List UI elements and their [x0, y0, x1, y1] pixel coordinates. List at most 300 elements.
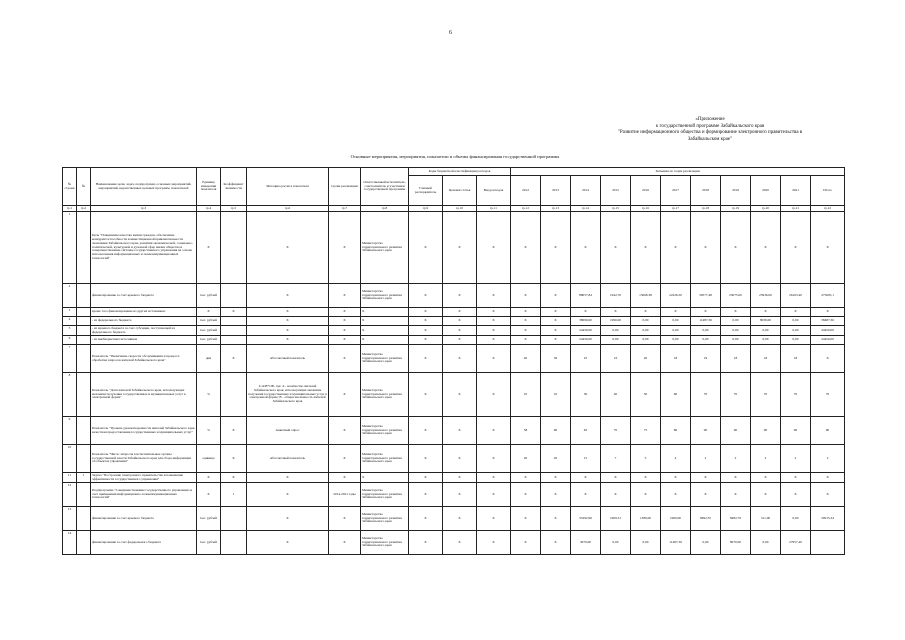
year-value-cell: Х: [511, 317, 541, 326]
code-expense-cell: Х: [477, 417, 511, 445]
executor-cell: Х: [361, 336, 409, 345]
table-row: [63, 373, 845, 417]
code-expense-cell: Х: [477, 373, 511, 417]
header-year: 2020: [751, 176, 781, 206]
header-code-expense: Вид расходов: [477, 176, 511, 206]
header-year: 2012: [511, 176, 541, 206]
year-value-cell: 0,00: [601, 336, 631, 345]
header-unit: Единица измерения показателя: [197, 168, 221, 206]
page-number: 6: [449, 30, 452, 36]
header-year: 2016: [631, 176, 661, 206]
executor-cell: Министерство территориального развития Забайкальского края: [361, 212, 409, 284]
row-number-cell: 11: [63, 473, 77, 483]
header-year: 2018: [691, 176, 721, 206]
method-cell: Абсолютный показатель: [247, 445, 329, 473]
year-value-cell: 40: [511, 345, 541, 373]
year-value-cell: 35292,99: [571, 507, 601, 531]
year-value-cell: 8482,79: [721, 507, 751, 531]
year-value-cell: 38090,00: [571, 317, 601, 326]
year-value-cell: Х: [661, 212, 691, 284]
year-value-cell: Х: [691, 212, 721, 284]
year-value-cell: Х: [721, 308, 751, 317]
year-value-cell: Х: [541, 336, 571, 345]
coefficient-cell: [221, 212, 247, 284]
year-value-cell: 24450,00: [571, 336, 601, 345]
name-cell: Цель "Повышение качества жизни граждан, обеспечение конкурентоспособности и инвестиционной привлекательности экономики Забайкальского края, развития экономической, социально-политической, культурной и духовной сфер жизни общества и совершенствование системы государственного управления на основе использования информационных и телекоммуникационных технологий": [91, 212, 197, 284]
year-value-cell: 0,00: [781, 336, 811, 345]
year-value-cell: 0,00: [661, 326, 691, 336]
executor-cell: Министерство территориального развития Забайкальского края: [361, 373, 409, 417]
unit-cell: Х: [197, 308, 221, 317]
header-coefficient: Коэффициент значимости: [221, 168, 247, 206]
year-value-cell: 25075,00: [721, 284, 751, 308]
total-value-cell: [811, 531, 845, 555]
year-value-cell: 311,00: [751, 507, 781, 531]
year-value-cell: 0,00: [601, 326, 631, 336]
coefficient-cell: [221, 317, 247, 326]
year-value-cell: Х: [751, 212, 781, 284]
executor-cell: Х: [361, 317, 409, 326]
year-value-cell: 60: [661, 373, 691, 417]
program-table: [62, 167, 845, 555]
year-value-cell: Х: [541, 212, 571, 284]
total-value-cell: Х: [811, 345, 845, 373]
year-value-cell: Х: [631, 212, 661, 284]
code-expense-cell: Х: [477, 326, 511, 336]
year-value-cell: 30577,48: [691, 284, 721, 308]
year-value-cell: Х: [751, 483, 781, 507]
year-value-cell: Х: [541, 507, 571, 531]
term-cell: Х: [329, 326, 361, 336]
year-value-cell: Х: [781, 483, 811, 507]
executor-cell: Х: [361, 326, 409, 336]
name-cell: Показатель "Число запросов в исполнительные органы государственной власти Забайкальского края для сбора информации об объектах управления": [91, 445, 197, 473]
column-number: гр.2: [77, 206, 91, 212]
year-value-cell: 0,00: [631, 531, 661, 555]
executor-cell: Министерство территориального развития Забайкальского края: [361, 284, 409, 308]
year-value-cell: 20: [511, 445, 541, 473]
name-cell: финансирование за счет краевого бюджета: [91, 507, 197, 531]
term-cell: Х: [329, 212, 361, 284]
code-target-cell: Х: [443, 308, 477, 317]
name-cell: - из краевого бюджета за счет субсидии, поступающей из федерального бюджета: [91, 326, 197, 336]
year-value-cell: Х: [511, 336, 541, 345]
code-target-cell: Х: [443, 336, 477, 345]
code-grbs-cell: Х: [409, 373, 443, 417]
item-number-cell: [77, 317, 91, 326]
year-value-cell: 18: [661, 345, 691, 373]
header-year: 2019: [721, 176, 751, 206]
header-year: 2017: [661, 176, 691, 206]
item-number-cell: [77, 483, 91, 507]
column-number: гр.6: [247, 206, 329, 212]
executor-cell: Министерство территориального развития Забайкальского края: [361, 445, 409, 473]
row-number-cell: 8: [63, 373, 77, 417]
column-number: гр.19: [721, 206, 751, 212]
year-value-cell: 0,00: [661, 317, 691, 326]
year-value-cell: 11487,36: [661, 531, 691, 555]
year-value-cell: Х: [511, 308, 541, 317]
code-target-cell: Х: [443, 445, 477, 473]
header-codes-group: Коды бюджетной классификации расходов: [409, 168, 511, 176]
coefficient-cell: Х: [221, 345, 247, 373]
coefficient-cell: Х: [221, 445, 247, 473]
year-value-cell: 70: [781, 373, 811, 417]
executor-cell: Министерство территориального развития Забайкальского края: [361, 507, 409, 531]
code-target-cell: Х: [443, 507, 477, 531]
coefficient-cell: 1: [221, 483, 247, 507]
year-value-cell: Х: [541, 483, 571, 507]
table-row: [63, 326, 845, 336]
table-row: [63, 445, 845, 473]
column-number: гр.5: [221, 206, 247, 212]
year-value-cell: 1942,70: [601, 284, 631, 308]
year-value-cell: 0,00: [781, 317, 811, 326]
column-number: гр.8: [361, 206, 409, 212]
year-value-cell: 0,00: [601, 531, 631, 555]
table-row: [63, 531, 845, 555]
year-value-cell: 0,00: [631, 326, 661, 336]
unit-cell: Х: [197, 212, 221, 284]
column-number: гр.14: [571, 206, 601, 212]
column-number: гр.10: [443, 206, 477, 212]
year-value-cell: 0,00: [631, 317, 661, 326]
code-grbs-cell: Х: [409, 417, 443, 445]
method-cell: Х: [247, 473, 329, 483]
year-value-cell: 0,00: [631, 336, 661, 345]
year-value-cell: 0,00: [691, 336, 721, 345]
unit-cell: тыс. рублей: [197, 507, 221, 531]
code-grbs-cell: Х: [409, 445, 443, 473]
header-method: Методика расчета показателя: [247, 168, 329, 206]
year-value-cell: 88057,84: [571, 284, 601, 308]
code-target-cell: Х: [443, 284, 477, 308]
column-number: гр.11: [477, 206, 511, 212]
executor-cell: Министерство территориального развития Забайкальского края: [361, 531, 409, 555]
executor-cell: Х: [361, 473, 409, 483]
code-grbs-cell: Х: [409, 212, 443, 284]
year-value-cell: 2: [781, 445, 811, 473]
table-body: [63, 212, 845, 555]
unit-cell: тыс. рублей: [197, 317, 221, 326]
year-value-cell: 0,00: [721, 317, 751, 326]
year-value-cell: 0,00: [661, 336, 691, 345]
code-expense-cell: Х: [477, 284, 511, 308]
code-target-cell: Х: [443, 212, 477, 284]
term-cell: Х: [329, 345, 361, 373]
year-value-cell: 80: [661, 417, 691, 445]
term-cell: Х: [329, 308, 361, 317]
header-row-number: № строки: [63, 168, 77, 206]
code-expense-cell: Х: [477, 336, 511, 345]
column-number: гр.1: [63, 206, 77, 212]
item-number-cell: 1: [77, 473, 91, 483]
method-cell: Х: [247, 284, 329, 308]
code-target-cell: Х: [443, 473, 477, 483]
code-target-cell: Х: [443, 373, 477, 417]
year-value-cell: Х: [541, 308, 571, 317]
item-number-cell: [77, 531, 91, 555]
year-value-cell: 18: [721, 345, 751, 373]
code-grbs-cell: Х: [409, 473, 443, 483]
header-year: 2015: [601, 176, 631, 206]
row-number-cell: 10: [63, 445, 77, 473]
year-value-cell: 24450,00: [571, 326, 601, 336]
name-cell: Показатель "Доля жителей Забайкальского края, использующих механизм получения государственных и муниципальных услуг в электронной форме": [91, 373, 197, 417]
name-cell: Показатель "Увеличение скорости обслуживания и процесса обработки запросов жителей Забайкальского края": [91, 345, 197, 373]
year-value-cell: 40: [601, 373, 631, 417]
header-term: Сроки реализации: [329, 168, 361, 206]
term-cell: Х: [329, 336, 361, 345]
year-value-cell: 3070,00: [571, 531, 601, 555]
item-number-cell: [77, 373, 91, 417]
code-expense-cell: Х: [477, 507, 511, 531]
year-value-cell: 30: [571, 373, 601, 417]
term-cell: Х: [329, 417, 361, 445]
year-value-cell: Х: [691, 483, 721, 507]
coefficient-cell: [221, 531, 247, 555]
year-value-cell: 5: [631, 445, 661, 473]
year-value-cell: Х: [661, 483, 691, 507]
code-expense-cell: Х: [477, 308, 511, 317]
executor-cell: Министерство территориального развития Забайкальского края: [361, 345, 409, 373]
year-value-cell: Х: [781, 308, 811, 317]
year-value-cell: 1090,00: [601, 317, 631, 326]
name-cell: кроме того финансирование из других источников:: [91, 308, 197, 317]
year-value-cell: Х: [541, 326, 571, 336]
table-row: [63, 308, 845, 317]
year-value-cell: 0,00: [721, 336, 751, 345]
year-value-cell: 8070,00: [721, 531, 751, 555]
name-cell: - из внебюджетных источников: [91, 336, 197, 345]
method-cell: Х: [247, 336, 329, 345]
year-value-cell: 9692,35: [691, 507, 721, 531]
code-grbs-cell: Х: [409, 507, 443, 531]
code-grbs-cell: Х: [409, 317, 443, 326]
year-value-cell: Х: [751, 308, 781, 317]
unit-cell: единица: [197, 445, 221, 473]
item-number-cell: [77, 326, 91, 336]
appendix-line-3: "Развитие информационного общества и формирование электронного правительства в: [617, 130, 803, 135]
column-number: гр.3: [91, 206, 197, 212]
year-value-cell: 15066,38: [631, 284, 661, 308]
header-code-grbs: Главный распорядитель: [409, 176, 443, 206]
unit-cell: тыс. рублей: [197, 336, 221, 345]
year-value-cell: 90: [781, 417, 811, 445]
row-number-cell: 13: [63, 507, 77, 531]
row-number-cell: 2: [63, 284, 77, 308]
year-value-cell: 10: [541, 373, 571, 417]
code-target-cell: Х: [443, 417, 477, 445]
year-value-cell: Х: [601, 308, 631, 317]
year-value-cell: 90: [721, 417, 751, 445]
code-grbs-cell: Х: [409, 531, 443, 555]
year-value-cell: Х: [571, 212, 601, 284]
appendix-line-2: к государственной программе Забайкальского края: [655, 123, 765, 129]
year-value-cell: Х: [601, 473, 631, 483]
table-row: [63, 473, 845, 483]
code-expense-cell: Х: [477, 345, 511, 373]
header-total: Итого: [811, 176, 845, 206]
code-grbs-cell: Х: [409, 483, 443, 507]
item-number-cell: [77, 345, 91, 373]
year-value-cell: 30: [541, 345, 571, 373]
term-cell: Х: [329, 373, 361, 417]
code-target-cell: Х: [443, 345, 477, 373]
total-value-cell: 70: [811, 373, 845, 417]
year-value-cell: Х: [781, 212, 811, 284]
code-expense-cell: Х: [477, 473, 511, 483]
year-value-cell: Х: [511, 483, 541, 507]
year-value-cell: Х: [511, 212, 541, 284]
method-cell: Х: [247, 326, 329, 336]
total-value-cell: Х: [811, 473, 845, 483]
year-value-cell: 0,00: [691, 531, 721, 555]
unit-cell: Х: [197, 473, 221, 483]
year-value-cell: Х: [751, 473, 781, 483]
year-value-cell: Х: [721, 473, 751, 483]
unit-cell: %: [197, 417, 221, 445]
name-cell: - из федерального бюджета: [91, 317, 197, 326]
column-number: гр.17: [661, 206, 691, 212]
total-value-cell: Х: [811, 212, 845, 284]
table-row: [63, 336, 845, 345]
appendix-line-4: Забайкальском крае": [687, 136, 733, 142]
table-row: [63, 345, 845, 373]
method-cell: Абсолютный показатель: [247, 345, 329, 373]
executor-cell: Х: [361, 308, 409, 317]
year-value-cell: 18: [781, 345, 811, 373]
item-number-cell: [77, 212, 91, 284]
year-value-cell: 7: [601, 445, 631, 473]
year-value-cell: 0,00: [691, 326, 721, 336]
year-value-cell: 75: [631, 417, 661, 445]
year-value-cell: Х: [571, 473, 601, 483]
name-cell: Подпрограмма "Совершенствование государственного управления за счет применения информационно-телекоммуникационных технологий": [91, 483, 197, 507]
appendix-line-1: «Приложение: [695, 117, 725, 122]
total-value-cell: 275605,1: [811, 284, 845, 308]
year-value-cell: 2: [721, 445, 751, 473]
year-value-cell: 1900,00: [661, 507, 691, 531]
term-cell: 2014-2021 годы: [329, 483, 361, 507]
document-title: Основные мероприятия, мероприятия, показатели и объемы финансирования государственной программы: [350, 154, 560, 159]
code-target-cell: Х: [443, 326, 477, 336]
table-row: [63, 212, 845, 284]
year-value-cell: 60: [541, 417, 571, 445]
method-cell: Х: [247, 317, 329, 326]
term-cell: Х: [329, 317, 361, 326]
coefficient-cell: Х: [221, 308, 247, 317]
year-value-cell: 0,00: [751, 326, 781, 336]
total-value-cell: 2: [811, 445, 845, 473]
year-value-cell: 18: [751, 345, 781, 373]
row-number-cell: 4: [63, 317, 77, 326]
table-row: [63, 317, 845, 326]
year-value-cell: 15: [571, 445, 601, 473]
row-number-cell: 12: [63, 483, 77, 507]
year-value-cell: 70: [751, 373, 781, 417]
year-value-cell: 0,00: [781, 507, 811, 531]
year-value-cell: Х: [721, 483, 751, 507]
year-value-cell: 0,00: [781, 326, 811, 336]
year-value-cell: 10: [511, 373, 541, 417]
year-value-cell: Х: [601, 483, 631, 507]
year-value-cell: 22226,50: [661, 284, 691, 308]
method-cell: Х: [247, 507, 329, 531]
header-code-target: Целевая статья: [443, 176, 477, 206]
header-values-group: Значения по годам реализации: [511, 168, 845, 176]
coefficient-cell: [221, 373, 247, 417]
unit-cell: тыс. рублей: [197, 326, 221, 336]
coefficient-cell: Х: [221, 473, 247, 483]
method-cell: Х: [247, 531, 329, 555]
row-number-cell: 14: [63, 531, 77, 555]
year-value-cell: Х: [631, 308, 661, 317]
year-value-cell: Х: [571, 483, 601, 507]
unit-cell: дни: [197, 345, 221, 373]
code-expense-cell: Х: [477, 212, 511, 284]
year-value-cell: Х: [511, 326, 541, 336]
executor-cell: Министерство территориального развития Забайкальского края: [361, 417, 409, 445]
year-value-cell: 11487,36: [691, 317, 721, 326]
year-value-cell: 25: [571, 345, 601, 373]
term-cell: Х: [329, 284, 361, 308]
year-value-cell: Х: [541, 317, 571, 326]
column-number: гр.15: [601, 206, 631, 212]
code-target-cell: Х: [443, 317, 477, 326]
year-value-cell: Х: [511, 507, 541, 531]
name-cell: Показатель "Уровень удовлетворенности жителей Забайкальского края качеством предоставления государственных и муниципальных услуг": [91, 417, 197, 445]
header-name: Наименование цели, задач, подпрограмм, основных мероприятий, мероприятий, ведомственных целевых программ, показателей: [91, 168, 197, 206]
item-number-cell: [77, 445, 91, 473]
total-value-cell: Х: [811, 483, 845, 507]
code-target-cell: Х: [443, 531, 477, 555]
table-row: [63, 417, 845, 445]
year-value-cell: 20: [541, 445, 571, 473]
table-row: [63, 507, 845, 531]
year-value-cell: 27957,40: [781, 531, 811, 555]
year-value-cell: 0,00: [721, 326, 751, 336]
method-cell: Анкетный опрос: [247, 417, 329, 445]
coefficient-cell: [221, 507, 247, 531]
year-value-cell: 0,00: [751, 531, 781, 555]
code-grbs-cell: Х: [409, 326, 443, 336]
year-value-cell: Х: [541, 473, 571, 483]
year-value-cell: Х: [691, 308, 721, 317]
column-number: гр.20: [751, 206, 781, 212]
method-cell: I=A/B*100, где: A - количество жителей Забайкальского края, использующих механизм получения государственных и муниципальных услуг в электронной форме; B - общая численность жителей Забайкальского края: [247, 373, 329, 417]
total-value-cell: 24450,00: [811, 336, 845, 345]
year-value-cell: Х: [631, 483, 661, 507]
code-grbs-cell: Х: [409, 345, 443, 373]
year-value-cell: Х: [571, 308, 601, 317]
year-value-cell: Х: [541, 531, 571, 555]
total-value-cell: 58487,36: [811, 317, 845, 326]
year-value-cell: 8036,00: [751, 317, 781, 326]
year-value-cell: 58: [511, 417, 541, 445]
year-value-cell: 70: [601, 417, 631, 445]
method-cell: Х: [247, 212, 329, 284]
column-number: гр.12: [511, 206, 541, 212]
row-number-cell: 1: [63, 212, 77, 284]
column-number: гр.13: [541, 206, 571, 212]
year-value-cell: 23: [601, 345, 631, 373]
row-number-cell: 3: [63, 308, 77, 317]
year-value-cell: Х: [511, 284, 541, 308]
total-value-cell: Х: [811, 308, 845, 317]
header-year: 2021: [781, 176, 811, 206]
total-value-cell: 90: [811, 417, 845, 445]
